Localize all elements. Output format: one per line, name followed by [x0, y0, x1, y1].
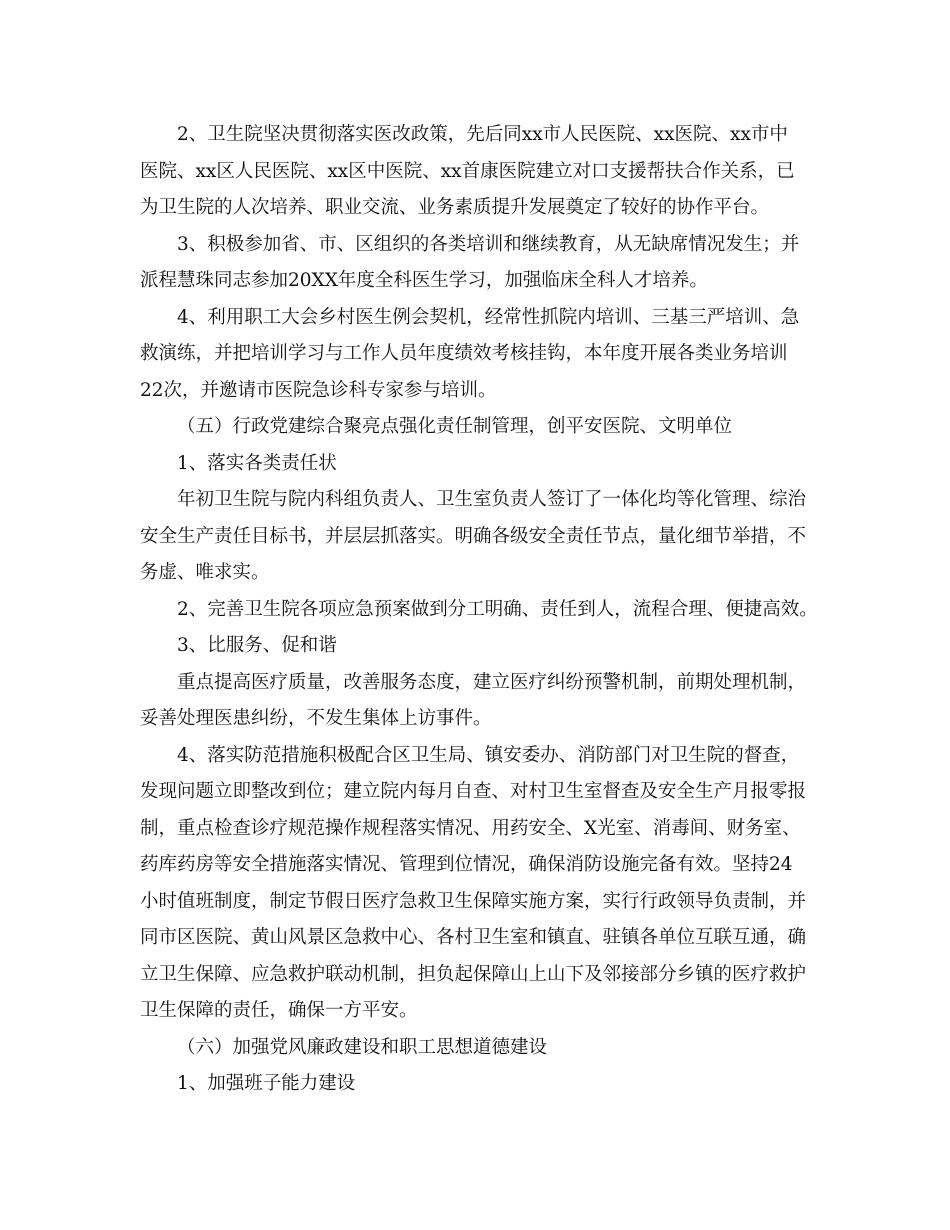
subheading: 3、比服务、促和谐 — [177, 635, 337, 656]
text-line: 重点提高医疗质量，改善服务态度，建立医疗纠纷预警机制，前期处理机制， — [177, 671, 807, 693]
text-line: 安全生产责任目标书，并层层抓落实。明确各级安全责任节点，量化细节举措，不 — [140, 525, 807, 547]
text-line: 妥善处理医患纠纷，不发生集体上访事件。 — [140, 708, 492, 729]
subheading-responsibility — [140, 446, 812, 483]
section-heading-five — [140, 409, 812, 446]
text-line: 4、利用职工大会乡村医生例会契机，经常性抓院内培训、三基三严培训、急 — [177, 306, 800, 328]
text-line: 医院、xx区人民医院、xx区中医院、xx首康医院建立对口支援帮扶合作关系，已 — [140, 160, 795, 182]
paragraph-emergency-plans — [140, 592, 818, 629]
paragraph-responsibility-targets — [140, 482, 812, 592]
paragraph-staff-training — [140, 300, 812, 410]
text-line: 小时值班制度，制定节假日医疗急救卫生保障实施方案，实行行政领导负责制，并 — [140, 890, 807, 912]
text-line: 年初卫生院与院内科组负责人、卫生室负责人签订了一体化均等化管理、综治 — [177, 489, 807, 510]
text-line: 派程慧珠同志参加20XX年度全科医生学习，加强临床全科人才培养。 — [140, 270, 708, 291]
text-line: 3、积极参加省、市、区组织的各类培训和继续教育，从无缺席情况发生；并 — [177, 233, 800, 255]
paragraph-training-education — [140, 227, 812, 300]
text-line: 4、落实防范措施积极配合区卫生局、镇安委办、消防部门对卫生院的督查， — [177, 744, 800, 766]
subheading-service — [140, 628, 812, 665]
text-line: 为卫生院的人次培养、职业交流、业务素质提升发展奠定了较好的协作平台。 — [140, 197, 770, 218]
text-line: 务虚、唯求实。 — [140, 562, 270, 583]
subheading-leadership — [140, 1066, 812, 1103]
text-line: 药库药房等安全措施落实情况、管理到位情况，确保消防设施完备有效。坚持24 — [140, 854, 793, 875]
paragraph-safety-measures — [140, 738, 812, 1030]
document-body — [140, 117, 818, 1103]
subheading: 1、加强班子能力建设 — [177, 1073, 356, 1094]
text-line: 2、完善卫生院各项应急预案做到分工明确、责任到人，流程合理、便捷高效。 — [177, 598, 818, 620]
text-line: 立卫生保障、应急救护联动机制，担负起保障山上山下及邻接部分乡镇的医疗救护 — [140, 963, 807, 985]
paragraph-partner-hospitals — [140, 117, 812, 227]
section-heading-six — [140, 1030, 812, 1067]
text-line: 22次，并邀请市医院急诊科专家参与培训。 — [140, 379, 497, 401]
text-line: 卫生保障的责任，确保一方平安。 — [140, 1000, 418, 1021]
section-heading: （五）行政党建综合聚亮点强化责任制管理，创平安医院、文明单位 — [177, 416, 733, 437]
section-heading: （六）加强党风廉政建设和职工思想道德建设 — [177, 1036, 548, 1058]
text-line: 救演练，并把培训学习与工作人员年度绩效考核挂钩，本年度开展各类业务培训 — [140, 343, 788, 364]
text-line: 发现问题立即整改到位；建立院内每月自查、对村卫生室督查及安全生产月报零报 — [140, 781, 807, 802]
text-line: 同市区医院、黄山风景区急救中心、各村卫生室和镇直、驻镇各单位互联互通，确 — [140, 927, 807, 948]
text-line: 2、卫生院坚决贯彻落实医改政策，先后同xx市人民医院、xx医院、xx市中 — [177, 124, 788, 145]
paragraph-medical-quality — [140, 665, 812, 738]
subheading: 1、落实各类责任状 — [177, 452, 337, 474]
text-line: 制，重点检查诊疗规范操作规程落实情况、用药安全、X光室、消毒间、财务室、 — [140, 817, 801, 839]
